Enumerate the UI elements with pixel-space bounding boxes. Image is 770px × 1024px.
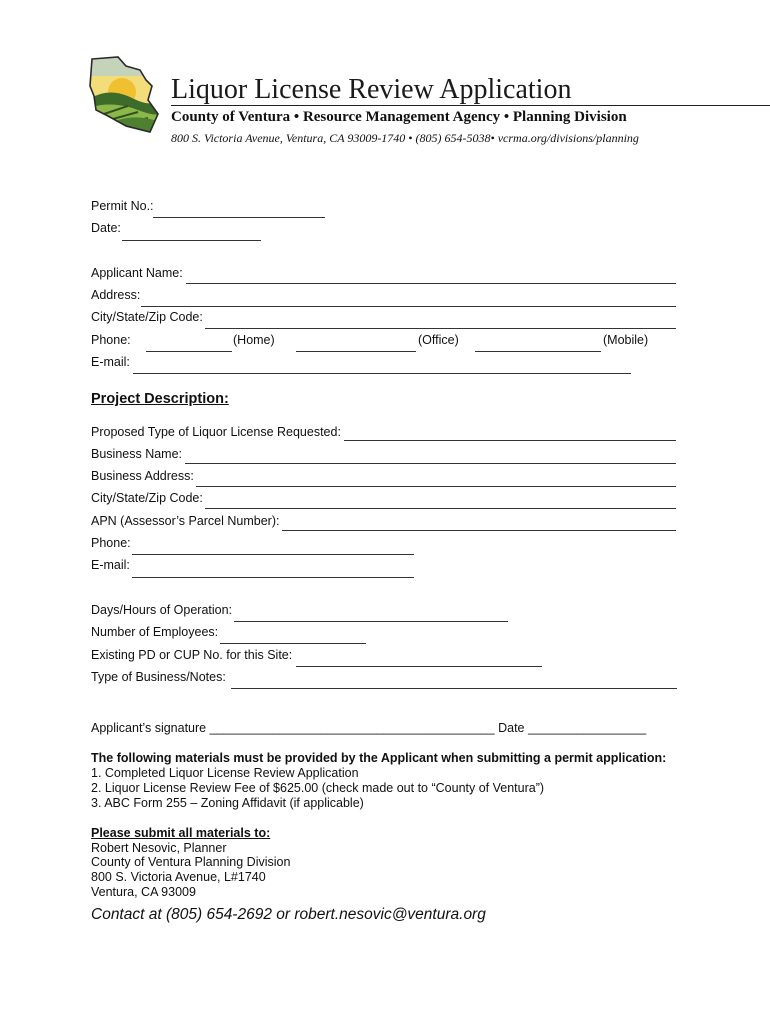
date-label: Date: [91,221,121,235]
home-phone-field[interactable] [146,351,232,352]
agency-subtitle: County of Ventura • Resource Management Agency • Planning Division [171,109,627,125]
license-type-label: Proposed Type of Liquor License Requested: [91,425,341,439]
employees-field[interactable] [220,643,366,644]
mobile-phone-label: (Mobile) [603,333,649,347]
permit-number-field[interactable] [153,217,325,218]
type-notes-label: Type of Business/Notes: [91,670,226,684]
materials-item-1: 1. Completed Liquor License Review Application [91,766,359,780]
submit-heading: Please submit all materials to: [91,826,271,840]
applicant-name-field[interactable] [186,283,676,284]
materials-heading: The following materials must be provided by the Applicant when submitting a permit application: [91,751,667,765]
business-phone-field[interactable] [132,554,414,555]
business-address-field[interactable] [196,486,676,487]
applicant-email-label: E-mail: [91,355,130,369]
office-phone-field[interactable] [296,351,416,352]
pd-cup-label: Existing PD or CUP No. for this Site: [91,648,293,662]
title-divider [171,105,770,106]
contact-info: Contact at (805) 654-2692 or robert.nesovic@ventura.org [91,906,486,923]
business-city-field[interactable] [205,508,676,509]
type-notes-field[interactable] [231,688,677,689]
mobile-phone-field[interactable] [475,351,601,352]
office-phone-label: (Office) [418,333,459,347]
business-phone-label: Phone: [91,536,131,550]
materials-item-2: 2. Liquor License Review Fee of $625.00 (check made out to “County of Ventura”) [91,781,545,795]
days-hours-field[interactable] [234,621,508,622]
applicant-address-field[interactable] [141,306,676,307]
submit-line-2: County of Ventura Planning Division [91,855,291,869]
project-description-heading: Project Description: [91,391,229,407]
home-phone-label: (Home) [233,333,275,347]
applicant-city-field[interactable] [205,328,676,329]
applicant-address-label: Address: [91,288,141,302]
date-field[interactable] [122,240,261,241]
business-name-label: Business Name: [91,447,183,461]
business-name-field[interactable] [185,463,676,464]
applicant-phone-label: Phone: [91,333,131,347]
license-type-field[interactable] [344,440,676,441]
pd-cup-field[interactable] [296,666,542,667]
applicant-name-label: Applicant Name: [91,266,183,280]
days-hours-label: Days/Hours of Operation: [91,603,233,617]
employees-label: Number of Employees: [91,625,219,639]
form-title: Liquor License Review Application [171,74,572,105]
agency-address: 800 S. Victoria Avenue, Ventura, CA 93009-1740 • (805) 654-5038• vcrma.org/divisions/planning [171,131,639,145]
applicant-email-field[interactable] [133,373,631,374]
submit-line-4: Ventura, CA 93009 [91,885,196,899]
business-email-label: E-mail: [91,558,130,572]
business-city-label: City/State/Zip Code: [91,491,203,505]
apn-field[interactable] [282,530,676,531]
permit-number-label: Permit No.: [91,199,154,213]
business-address-label: Business Address: [91,469,194,483]
signature-line[interactable]: Applicant’s signature _________________________________________ Date _________________ [91,721,647,735]
applicant-city-label: City/State/Zip Code: [91,310,203,324]
business-email-field[interactable] [132,577,414,578]
county-seal-logo [88,56,160,134]
apn-label: APN (Assessor’s Parcel Number): [91,514,280,528]
materials-item-3: 3. ABC Form 255 – Zoning Affidavit (if applicable) [91,796,364,810]
submit-line-3: 800 S. Victoria Avenue, L#1740 [91,870,266,884]
submit-line-1: Robert Nesovic, Planner [91,841,227,855]
